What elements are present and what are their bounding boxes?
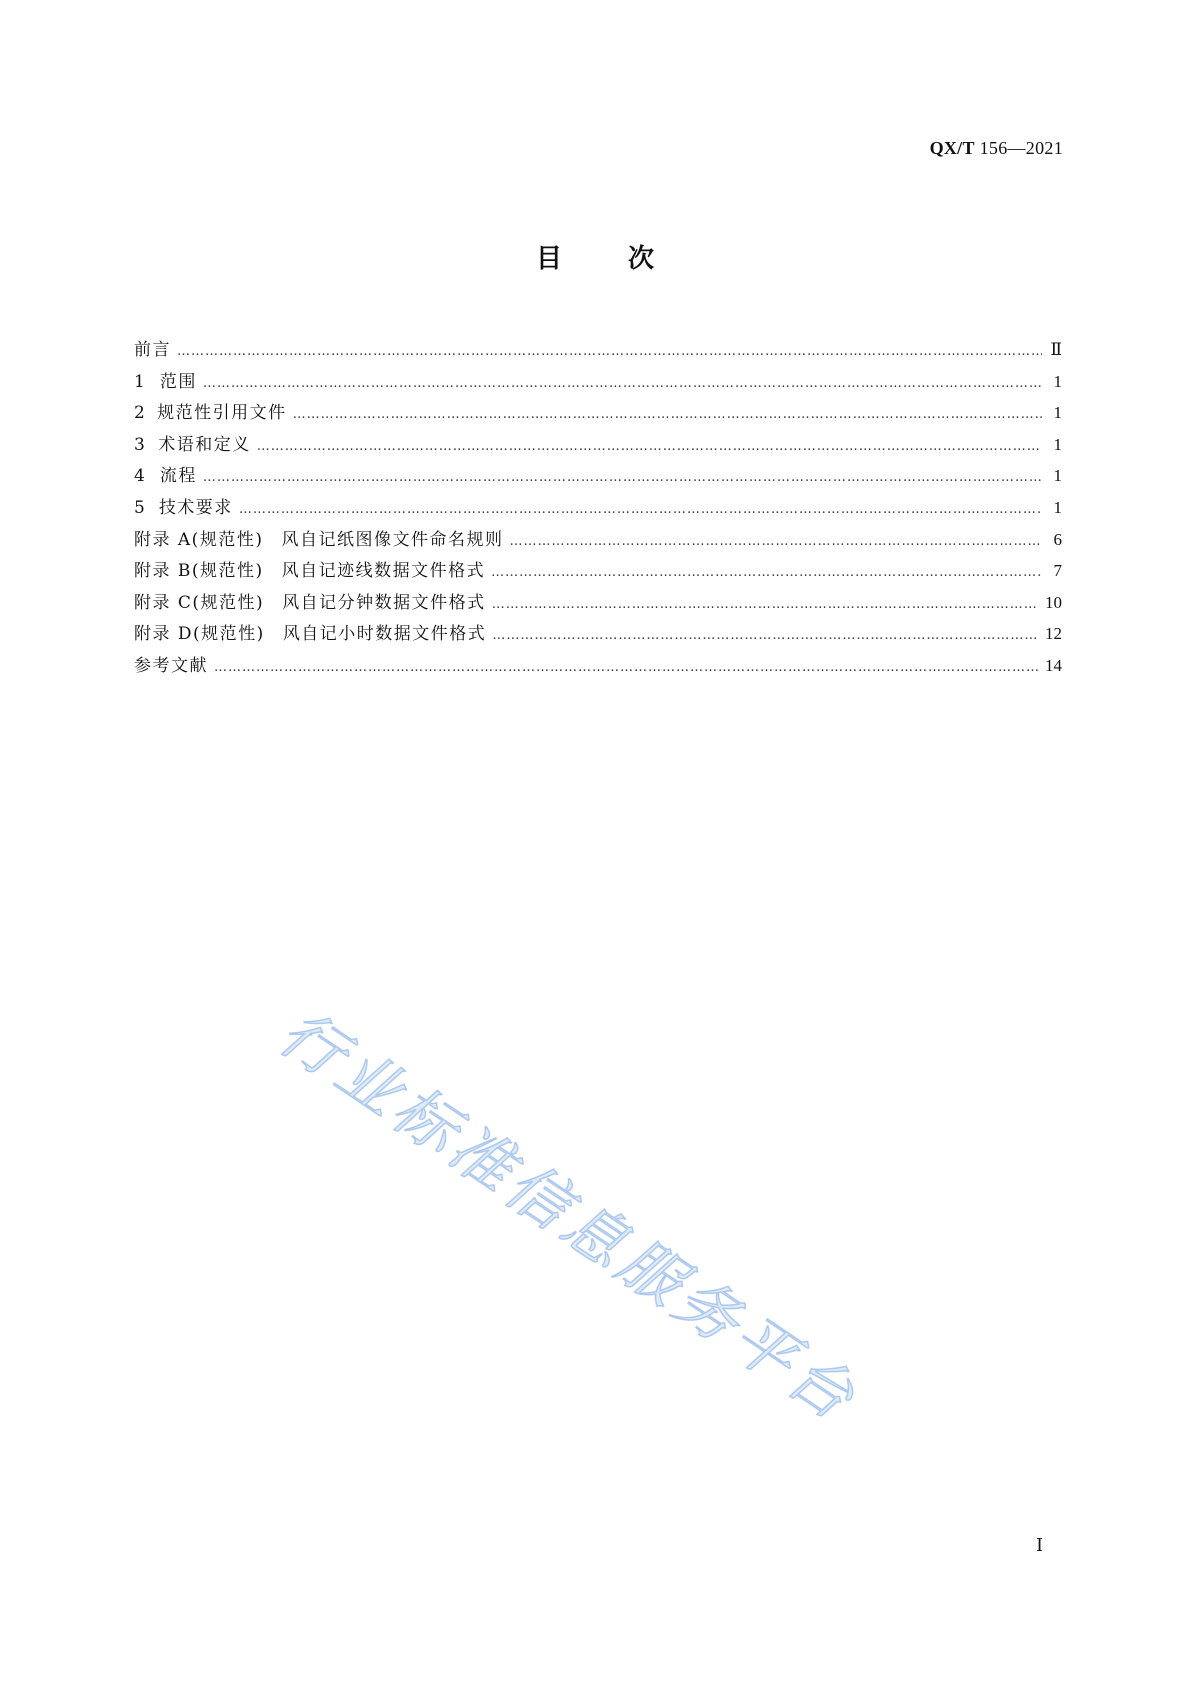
standard-number: 156—2021: [979, 138, 1063, 158]
toc-entry-appendix-d[interactable]: [134, 619, 1062, 651]
toc-page-number: 14: [1045, 655, 1062, 675]
toc-leader-dots: [239, 502, 1042, 517]
page-title: [0, 238, 1190, 275]
toc-appendix-label: 附录 B(规范性): [134, 561, 264, 582]
toc-page-number: 10: [1045, 592, 1062, 612]
toc-section-number: 4: [134, 466, 145, 487]
table-of-contents: [134, 335, 1062, 683]
watermark: 行业标准信息服务平台: [266, 995, 872, 1437]
toc-page-number: Ⅱ: [1050, 340, 1062, 359]
toc-appendix-title: 风自记小时数据文件格式: [282, 624, 487, 645]
toc-appendix-title: 风自记分钟数据文件格式: [282, 592, 486, 613]
toc-label: 术语和定义: [158, 434, 251, 455]
toc-label: [134, 588, 486, 613]
toc-appendix-title: 风自记纸图像文件命名规则: [281, 529, 504, 550]
toc-entry-process[interactable]: [134, 461, 1062, 493]
toc-page-number: 12: [1045, 624, 1062, 644]
standard-code: [930, 138, 1063, 159]
toc-entry-terms-definitions[interactable]: [134, 430, 1062, 462]
toc-label: 流程: [159, 466, 197, 487]
toc-label: 技术要求: [158, 497, 233, 518]
toc-leader-dots: [509, 534, 1042, 549]
toc-leader-dots: [293, 407, 1042, 422]
toc-section-number: 5: [134, 497, 145, 518]
toc-entry-scope[interactable]: [134, 367, 1062, 399]
toc-appendix-label: 附录 D(规范性): [134, 624, 265, 645]
standard-prefix: QX/T: [929, 138, 975, 158]
toc-appendix-label: 附录 A(规范性): [134, 529, 264, 550]
title-part-1: 目: [535, 244, 562, 274]
toc-entry-appendix-b[interactable]: [134, 556, 1062, 588]
toc-label: [134, 525, 503, 550]
toc-section-number: 2: [134, 403, 145, 424]
title-part-2: 次: [628, 244, 655, 274]
toc-leader-dots: [491, 565, 1042, 580]
toc-leader-dots: [203, 376, 1042, 391]
toc-entry-appendix-c[interactable]: [134, 588, 1062, 620]
toc-leader-dots: [492, 597, 1039, 612]
toc-page-number: 1: [1053, 371, 1062, 391]
toc-appendix-label: 附录 C(规范性): [134, 592, 265, 613]
toc-appendix-title: 风自记迹线数据文件格式: [281, 561, 486, 582]
toc-page-number: 6: [1053, 529, 1062, 549]
toc-leader-dots: [177, 344, 1042, 359]
toc-leader-dots: [214, 660, 1039, 675]
toc-leader-dots: [257, 439, 1042, 454]
toc-entry-bibliography[interactable]: [134, 651, 1062, 683]
page-number: Ⅰ: [1036, 1535, 1044, 1555]
toc-page-number: 7: [1053, 561, 1062, 581]
toc-label: [134, 619, 486, 644]
toc-entry-foreword[interactable]: [134, 335, 1062, 367]
toc-section-number: 1: [134, 371, 145, 392]
toc-label: 范围: [159, 371, 197, 392]
toc-section-number: 3: [134, 434, 145, 455]
toc-label: 参考文献: [134, 655, 208, 676]
toc-label: [134, 556, 485, 581]
toc-label: 前言: [134, 340, 171, 360]
toc-entry-normative-references[interactable]: [134, 398, 1062, 430]
toc-page-number: 1: [1053, 434, 1062, 454]
toc-label: 规范性引用文件: [157, 403, 287, 424]
toc-leader-dots: [203, 470, 1042, 485]
toc-page-number: 1: [1053, 403, 1062, 423]
toc-entry-technical-requirements[interactable]: [134, 493, 1062, 525]
toc-entry-appendix-a[interactable]: [134, 525, 1062, 557]
toc-page-number: 1: [1053, 497, 1062, 517]
toc-leader-dots: [492, 628, 1039, 643]
toc-page-number: 1: [1053, 466, 1062, 486]
